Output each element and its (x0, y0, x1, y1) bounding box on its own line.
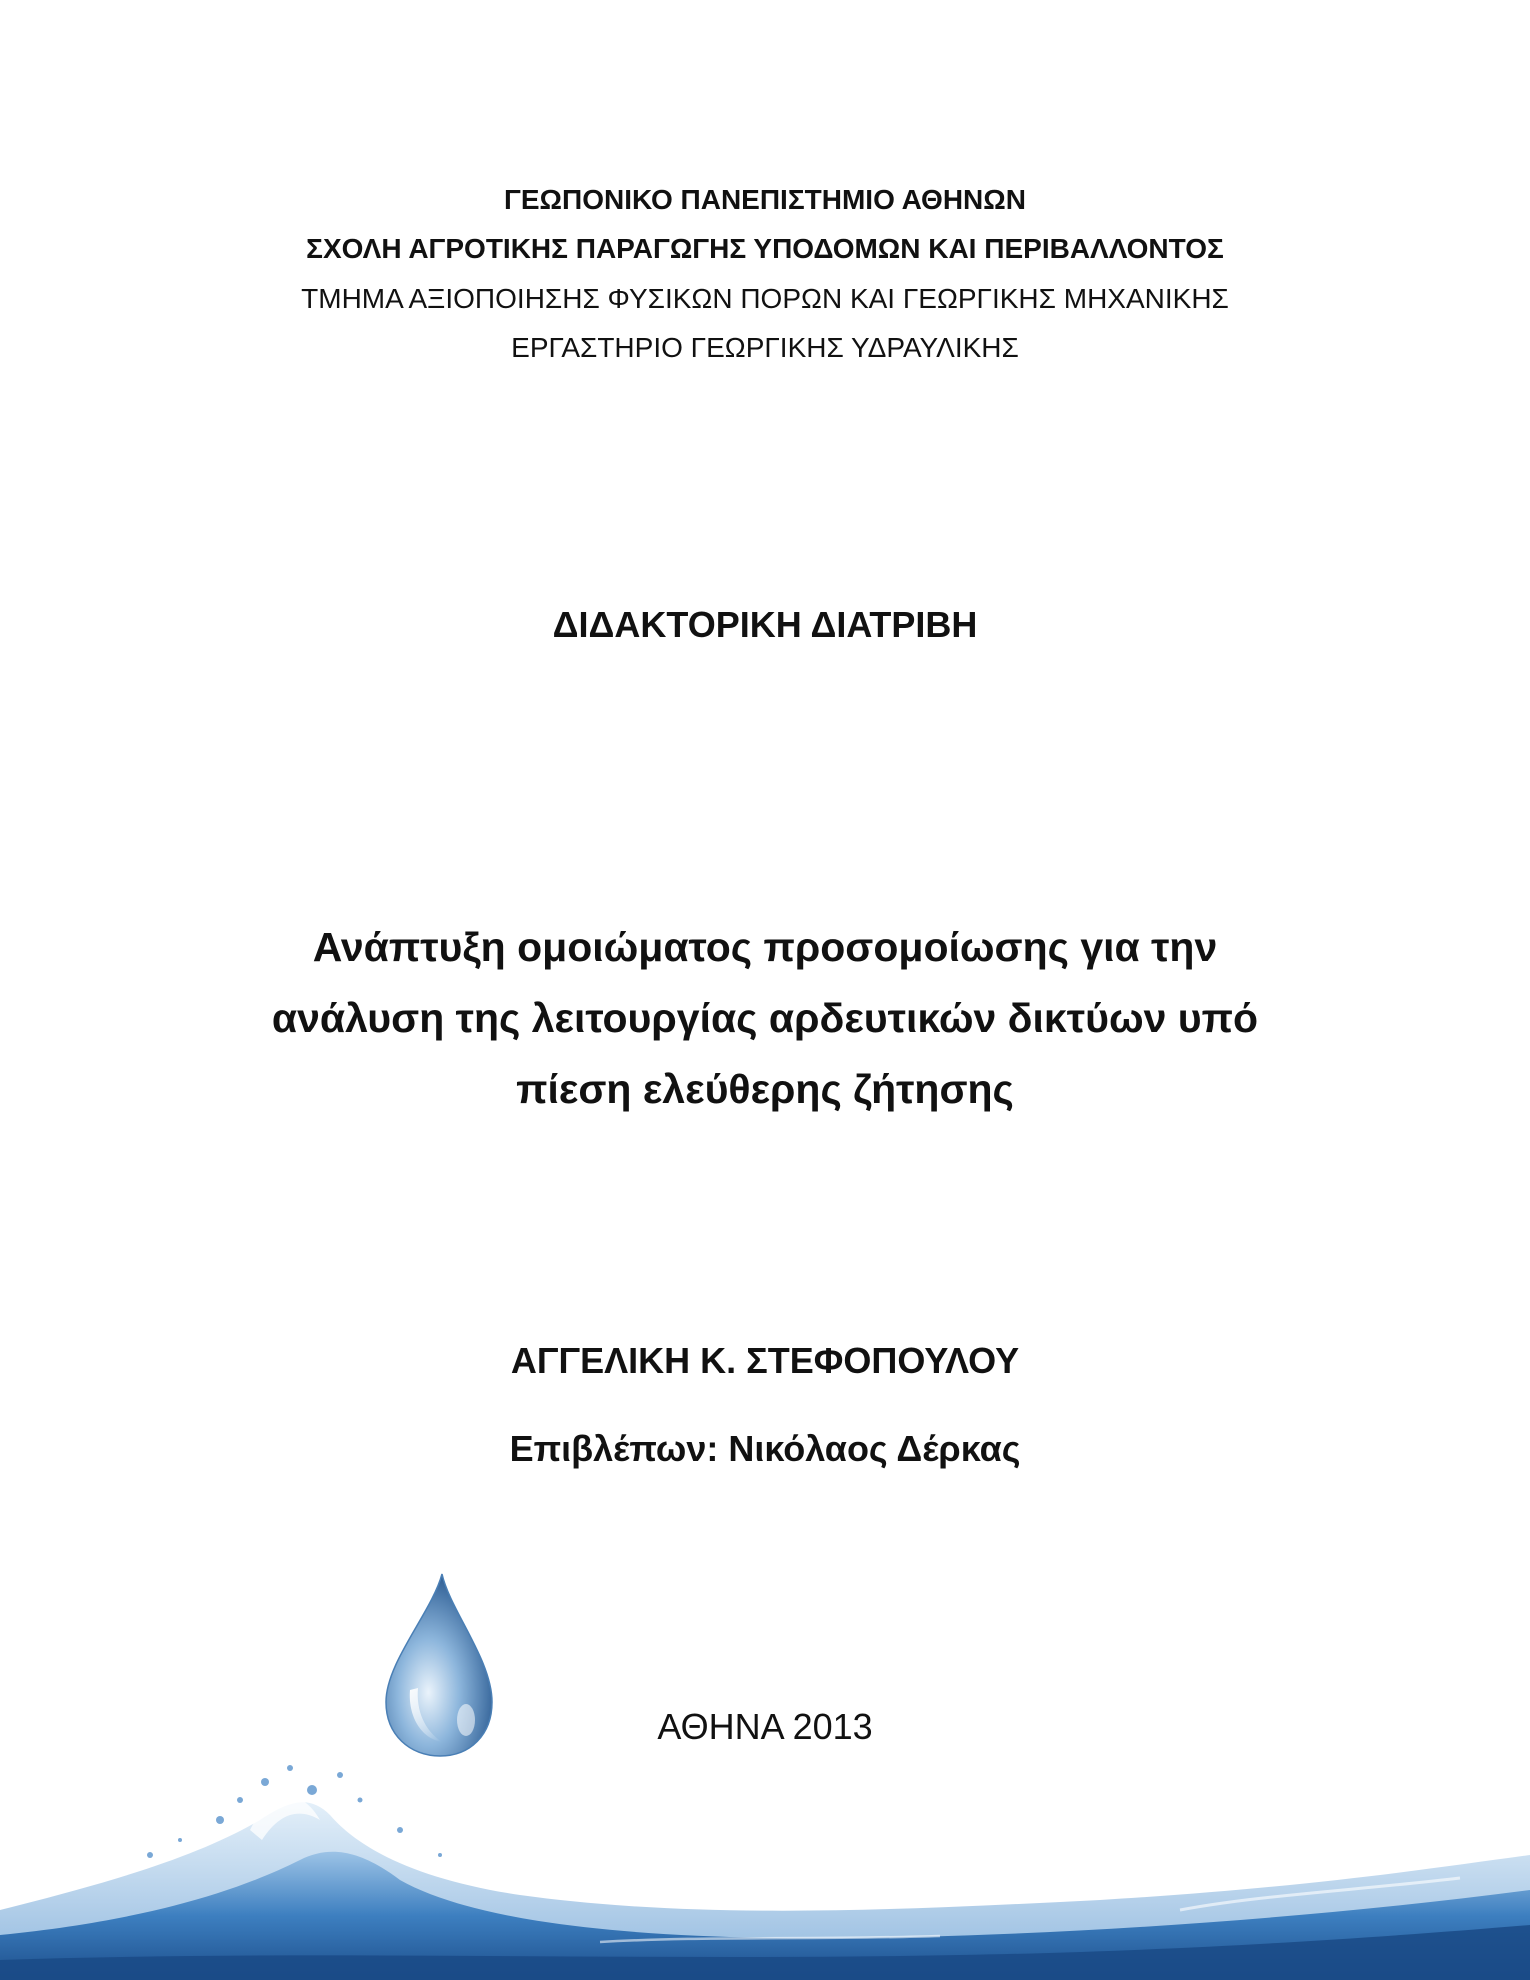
place-year: ΑΘΗΝΑ 2013 (657, 1706, 873, 1747)
water-splash-icon (0, 1760, 1530, 1980)
department-name: ΤΜΗΜΑ ΑΞΙΟΠΟΙΗΣΗΣ ΦΥΣΙΚΩΝ ΠΟΡΩΝ ΚΑΙ ΓΕΩΡΓΙΚΗΣ ΜΗΧΑΝΙΚΗΣ (301, 283, 1229, 314)
thesis-title (0, 912, 1530, 1125)
university-name: ΓΕΩΠΟΝΙΚΟ ΠΑΝΕΠΙΣΤΗΜΙΟ ΑΘΗΝΩΝ (504, 184, 1026, 215)
author-name: ΑΓΓΕΛΙΚΗ Κ. ΣΤΕΦΟΠΟΥΛΟΥ (510, 1340, 1020, 1381)
supervisor-name: Επιβλέπων: Νικόλαος Δέρκας (509, 1428, 1021, 1469)
document-type: ΔΙΔΑΚΤΟΡΙΚΗ ΔΙΑΤΡΙΒΗ (552, 604, 978, 645)
school-name: ΣΧΟΛΗ ΑΓΡΟΤΙΚΗΣ ΠΑΡΑΓΩΓΗΣ ΥΠΟΔΟΜΩΝ ΚΑΙ ΠΕΡΙΒΑΛΛΟΝΤΟΣ (306, 233, 1224, 264)
thesis-title-line: Ανάπτυξη ομοιώματος προσομοίωσης για την (312, 924, 1218, 970)
thesis-title-line: πίεση ελεύθερης ζήτησης (516, 1066, 1014, 1112)
thesis-title-line: ανάλυση της λειτουργίας αρδευτικών δικτύων υπό (271, 995, 1259, 1041)
laboratory-name: ΕΡΓΑΣΤΗΡΙΟ ΓΕΩΡΓΙΚΗΣ ΥΔΡΑΥΛΙΚΗΣ (511, 332, 1019, 363)
